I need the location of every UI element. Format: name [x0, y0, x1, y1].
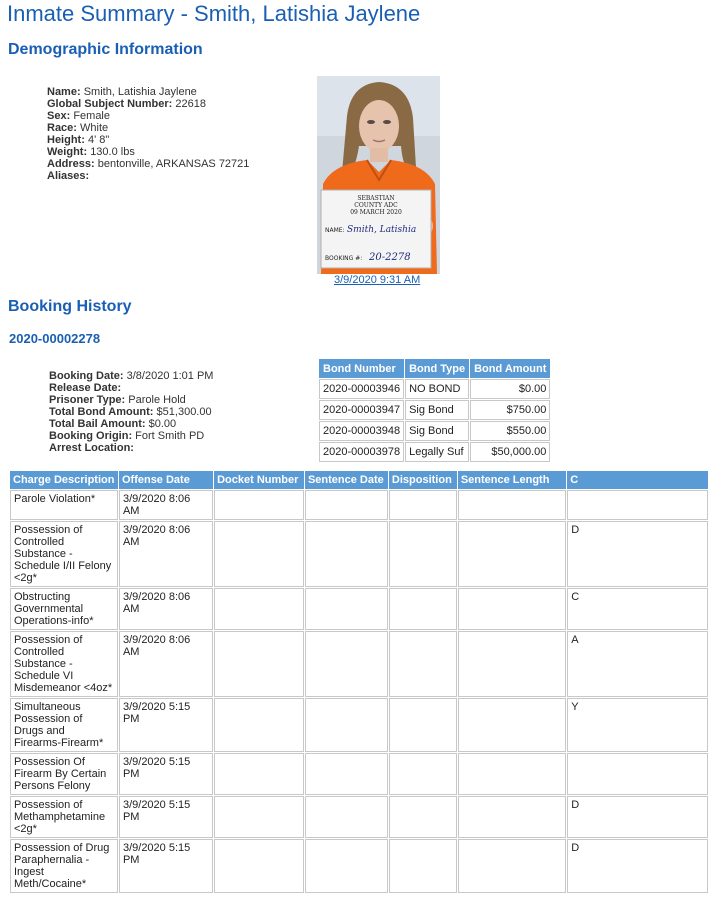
svg-text:COUNTY ADC: COUNTY ADC [354, 202, 398, 209]
charge-description-cell: Parole Violation* [10, 490, 118, 520]
sentence-length-cell [458, 588, 566, 630]
bond-row [319, 400, 550, 420]
offense-date-cell: 3/9/2020 8:06 AM [119, 521, 213, 587]
sentence-length-cell [458, 631, 566, 697]
offense-date-cell: 3/9/2020 5:15 PM [119, 698, 213, 752]
charge-description-cell: Possession of Controlled Substance - Schedule I/II Felony <2g* [10, 521, 118, 587]
svg-text:09 MARCH 2020: 09 MARCH 2020 [350, 209, 402, 216]
truncated-cell: A [567, 631, 708, 697]
bond-row [319, 379, 550, 399]
docket-number-cell [214, 490, 304, 520]
charge-row [10, 796, 708, 838]
demographics-section-title: Demographic Information [8, 41, 203, 58]
charge-row [10, 588, 708, 630]
sentence-date-cell [305, 490, 388, 520]
sentence-length-cell [458, 490, 566, 520]
disposition-cell [389, 753, 457, 795]
docket-number-cell [214, 753, 304, 795]
bond-number-cell: 2020-00003947 [319, 400, 404, 420]
charge-row [10, 753, 708, 795]
bond-type-cell: Legally Suf [405, 442, 469, 462]
sentence-length-cell [458, 796, 566, 838]
bond-type-cell: Sig Bond [405, 421, 469, 441]
charge-description-cell: Possession of Controlled Substance - Schedule VI Misdemeanor <4oz* [10, 631, 118, 697]
docket-number-cell [214, 839, 304, 893]
bond-amount-cell: $0.00 [470, 379, 550, 399]
header-disposition: Disposition [389, 471, 457, 489]
sentence-length-cell [458, 698, 566, 752]
header-sentence-date: Sentence Date [305, 471, 388, 489]
booking-info [49, 370, 213, 454]
offense-date-cell: 3/9/2020 5:15 PM [119, 839, 213, 893]
bond-amount-cell: $50,000.00 [470, 442, 550, 462]
field-prisoner-type: Prisoner Type: Parole Hold [49, 394, 186, 406]
booking-number: 2020-00002278 [9, 331, 101, 346]
offense-date-cell: 3/9/2020 8:06 AM [119, 490, 213, 520]
sentence-date-cell [305, 588, 388, 630]
truncated-cell: C [567, 588, 708, 630]
disposition-cell [389, 796, 457, 838]
header-docket-number: Docket Number [214, 471, 304, 489]
bond-row [319, 442, 550, 462]
bond-number-cell: 2020-00003978 [319, 442, 404, 462]
docket-number-cell [214, 588, 304, 630]
sentence-date-cell [305, 753, 388, 795]
docket-number-cell [214, 796, 304, 838]
docket-number-cell [214, 631, 304, 697]
disposition-cell [389, 588, 457, 630]
sentence-date-cell [305, 521, 388, 587]
offense-date-cell: 3/9/2020 8:06 AM [119, 631, 213, 697]
disposition-cell [389, 698, 457, 752]
page-title: Inmate Summary - Smith, Latishia Jaylene [7, 1, 421, 26]
charge-row [10, 631, 708, 697]
charge-row [10, 839, 708, 893]
field-total-bail-amount: Total Bail Amount: $0.00 [49, 418, 177, 430]
photo-date-link[interactable]: 3/9/2020 9:31 AM [334, 274, 421, 286]
charge-row [10, 490, 708, 520]
bond-amount-cell: $550.00 [470, 421, 550, 441]
svg-text:NAME:: NAME: [325, 227, 345, 234]
bond-number-cell: 2020-00003946 [319, 379, 404, 399]
truncated-cell: D [567, 839, 708, 893]
offense-date-cell: 3/9/2020 8:06 AM [119, 588, 213, 630]
charge-description-cell: Obstructing Governmental Operations-info* [10, 588, 118, 630]
sentence-length-cell [458, 753, 566, 795]
field-arrest-location: Arrest Location: [49, 442, 134, 454]
charge-description-cell: Possession of Drug Paraphernalia - Ingest Meth/Cocaine* [10, 839, 118, 893]
bond-header-amount: Bond Amount [470, 359, 550, 378]
field-booking-date: Booking Date: 3/8/2020 1:01 PM [49, 370, 214, 382]
truncated-cell [567, 753, 708, 795]
field-height: Height: 4' 8" [47, 134, 110, 146]
header-offense-date: Offense Date [119, 471, 213, 489]
field-address: Address: bentonville, ARKANSAS 72721 [47, 158, 250, 170]
bond-header-row [319, 359, 550, 378]
svg-text:Smith, Latishia: Smith, Latishia [347, 225, 417, 235]
disposition-cell [389, 631, 457, 697]
offense-date-cell: 3/9/2020 5:15 PM [119, 753, 213, 795]
header-charge-description: Charge Description [10, 471, 118, 489]
bond-number-cell: 2020-00003948 [319, 421, 404, 441]
charge-description-cell: Simultaneous Possession of Drugs and Firearms-Firearm* [10, 698, 118, 752]
header-truncated-column: C [567, 471, 708, 489]
bond-amount-cell: $750.00 [470, 400, 550, 420]
field-release-date: Release Date: [49, 382, 122, 394]
docket-number-cell [214, 698, 304, 752]
svg-text:20-2278: 20-2278 [369, 252, 411, 263]
field-sex: Sex: Female [47, 110, 110, 122]
disposition-cell [389, 521, 457, 587]
truncated-cell: D [567, 796, 708, 838]
field-name: Name: Smith, Latishia Jaylene [47, 86, 197, 98]
bond-header-number: Bond Number [319, 359, 404, 378]
sentence-date-cell [305, 698, 388, 752]
sentence-date-cell [305, 796, 388, 838]
bond-row [319, 421, 550, 441]
charge-row [10, 521, 708, 587]
demographics-info [47, 86, 249, 182]
field-weight: Weight: 130.0 lbs [47, 146, 135, 158]
bond-type-cell: NO BOND [405, 379, 469, 399]
bond-type-cell: Sig Bond [405, 400, 469, 420]
disposition-cell [389, 839, 457, 893]
charge-row [10, 698, 708, 752]
offense-date-cell: 3/9/2020 5:15 PM [119, 796, 213, 838]
field-race: Race: White [47, 122, 109, 134]
bond-header-type: Bond Type [405, 359, 469, 378]
field-total-bond-amount: Total Bond Amount: $51,300.00 [49, 406, 212, 418]
sentence-date-cell [305, 631, 388, 697]
field-global-subject-number: Global Subject Number: 22618 [47, 98, 206, 110]
svg-text:BOOKING #:: BOOKING #: [325, 255, 363, 262]
header-sentence-length: Sentence Length [458, 471, 566, 489]
truncated-cell: Y [567, 698, 708, 752]
svg-text:SEBASTIAN: SEBASTIAN [357, 195, 395, 202]
sentence-length-cell [458, 839, 566, 893]
booking-section-title: Booking History [8, 298, 132, 315]
truncated-cell: D [567, 521, 708, 587]
sentence-length-cell [458, 521, 566, 587]
bond-table [318, 358, 551, 463]
docket-number-cell [214, 521, 304, 587]
disposition-cell [389, 490, 457, 520]
charge-description-cell: Possession Of Firearm By Certain Persons Felony [10, 753, 118, 795]
truncated-cell [567, 490, 708, 520]
field-aliases: Aliases: [47, 170, 90, 182]
charges-header-row [10, 471, 708, 489]
charge-description-cell: Possession of Methamphetamine <2g* [10, 796, 118, 838]
charges-table [9, 470, 709, 894]
field-booking-origin: Booking Origin: Fort Smith PD [49, 430, 205, 442]
sentence-date-cell [305, 839, 388, 893]
booking-photo[interactable] [317, 76, 440, 274]
charges-table-container[interactable] [9, 470, 580, 900]
